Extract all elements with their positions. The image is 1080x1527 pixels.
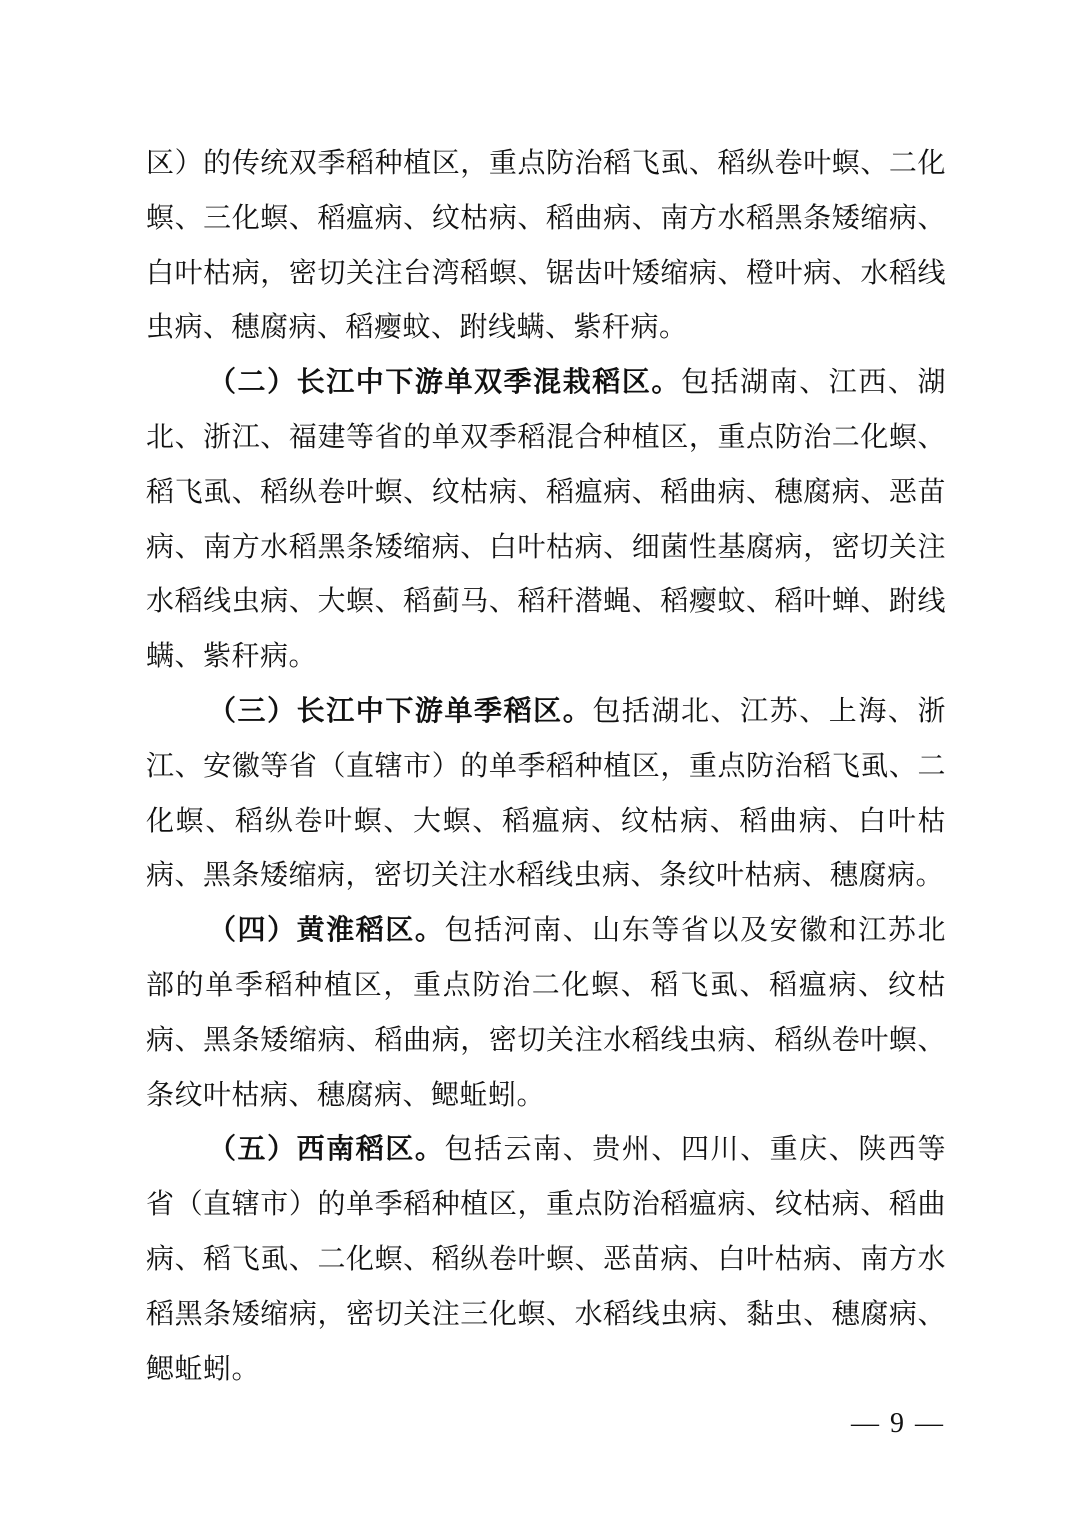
paragraph-huanghuai-region [146, 903, 946, 1122]
paragraph-text: 包括湖北、江苏、上海、浙江、安徽等省（直辖市）的单季稻种植区，重点防治稻飞虱、二化螟、稻纵卷叶螟、大螟、稻瘟病、纹枯病、稻曲病、白叶枯病、黑条矮缩病，密切关注水稻线虫病、条纹叶枯病、穗腐病。 [146, 693, 946, 892]
paragraph-text: 包括河南、山东等省以及安徽和江苏北部的单季稻种植区，重点防治二化螟、稻飞虱、稻瘟病、纹枯病、黑条矮缩病、稻曲病，密切关注水稻线虫病、稻纵卷叶螟、条纹叶枯病、穗腐病、鳃蚯蚓。 [146, 913, 946, 1111]
paragraph-text: 包括湖南、江西、湖北、浙江、福建等省的单双季稻混合种植区，重点防治二化螟、稻飞虱、稻纵卷叶螟、纹枯病、稻瘟病、稻曲病、穗腐病、恶苗病、南方水稻黑条矮缩病、白叶枯病、细菌性基腐病，密切关注水稻线虫病、大螟、稻蓟马、稻秆潜蝇、稻瘿蚊、稻叶蝉、跗线螨、紫秆病。 [146, 365, 946, 673]
paragraph-southwest-region [146, 1122, 946, 1396]
paragraph-text: 区）的传统双季稻种植区，重点防治稻飞虱、稻纵卷叶螟、二化螟、三化螟、稻瘟病、纹枯病、稻曲病、南方水稻黑条矮缩病、白叶枯病，密切关注台湾稻螟、锯齿叶矮缩病、橙叶病、水稻线虫病、穗腐病、稻瘿蚊、跗线螨、紫秆病。 [146, 146, 946, 344]
paragraph-yangtze-single-region [146, 684, 946, 903]
section-heading: （四）黄淮稻区。 [208, 913, 445, 947]
page-number: — 9 — [851, 1408, 945, 1439]
section-heading: （二）长江中下游单双季混栽稻区。 [208, 365, 681, 399]
document-body [146, 136, 946, 1396]
section-heading: （三）长江中下游单季稻区。 [208, 693, 593, 727]
paragraph-text: 包括云南、贵州、四川、重庆、陕西等省（直辖市）的单季稻种植区，重点防治稻瘟病、纹枯病、稻曲病、稻飞虱、二化螟、稻纵卷叶螟、恶苗病、白叶枯病、南方水稻黑条矮缩病，密切关注三化螟、水稻线虫病、黏虫、穗腐病、鳃蚯蚓。 [146, 1132, 946, 1385]
section-heading: （五）西南稻区。 [208, 1132, 445, 1166]
paragraph-double-season-continuation [146, 136, 946, 355]
paragraph-yangtze-mixed-region [146, 355, 946, 684]
